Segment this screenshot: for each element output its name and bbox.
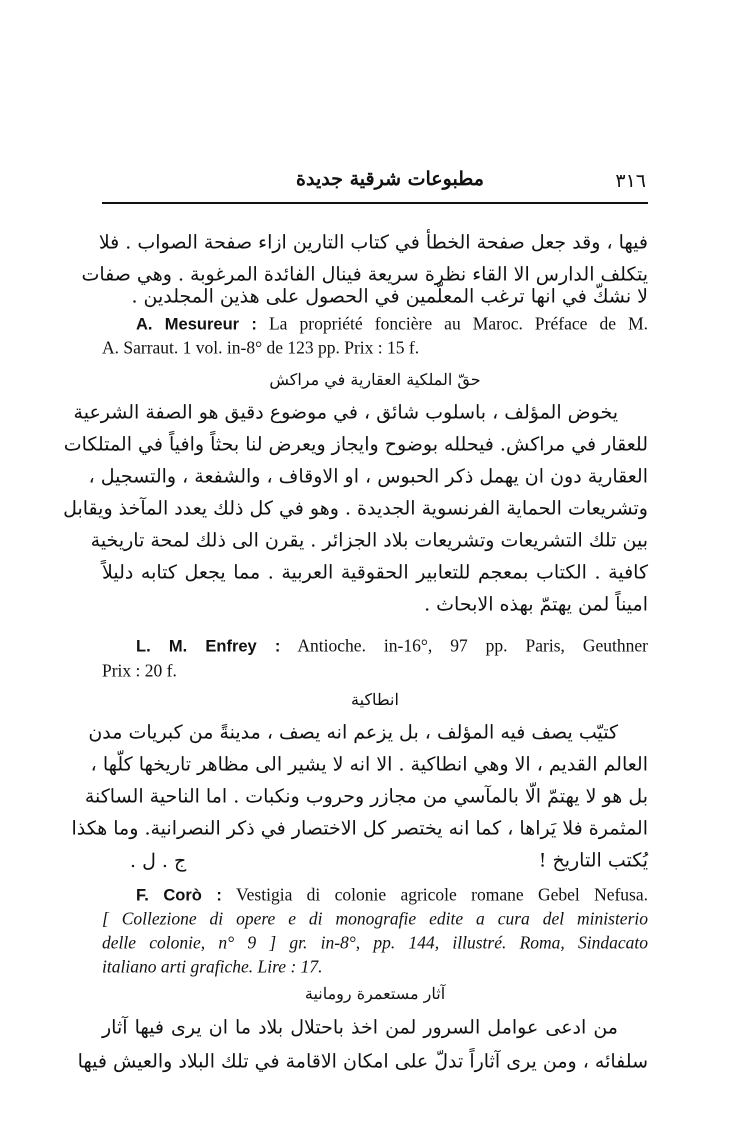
arabic-title: آثار مستعمرة رومانية (304, 984, 446, 1003)
citation-line: delle colonie, n° 9 ] gr. in-8°, pp. 144, illustré. Roma, Sindacato (102, 932, 648, 953)
text-line: يتكلف الدارس الا القاء نظرة سريعة فينال الفائدة المرغوبة . وهي صفات (81, 263, 648, 286)
text-line: يخوض المؤلف ، باسلوب شائق ، في موضوع دقيق هو الصفة الشرعية (73, 401, 618, 424)
citation-line: L. M. Enfrey : Antioche. in-16°, 97 pp. Paris, Geuthner (136, 635, 648, 656)
citation-author: F. Corò : (136, 886, 222, 905)
text-line: المثمرة فلا يَراها ، كما انه يختصر كل الاختصار في ذكر النصرانية. وما هكذا (71, 817, 648, 840)
text-line: العالم القديم ، الا وهي انطاكية . الا انه لا يشير الى مظاهر تاريخها كلّها ، (90, 753, 648, 776)
citation-line: [ Collezione di opere e di monografie edite a cura del ministerio (102, 908, 648, 929)
text-line: كتيّب يصف فيه المؤلف ، بل يزعم انه يصف ، مدينةً من كبريات مدن (88, 721, 618, 744)
text-line: للعقار في مراكش. فيحلله بوضوح وايجاز ويعرض لنا بحثاً وافياً في المتلكات (63, 433, 648, 456)
text-line: لا نشكّ في انها ترغب المعلّمين في الحصول على هذين المجلدين . (131, 285, 648, 308)
arabic-title: حقّ الملكية العقارية في مراكش (269, 370, 481, 389)
citation-line: italiano arti grafiche. Lire : 17. (102, 956, 323, 977)
text-line: العقارية دون ان يهمل ذكر الحبوس ، او الاوقاف ، والشفعة ، والتسجيل ، (88, 465, 648, 488)
page-number: ٣١٦ (615, 170, 646, 192)
text-line: بل هو لا يهتمّ الّا بالمآسي من مجازر وحروب ونكبات . اما الناحية الساكنة (84, 785, 648, 808)
text-line: سلفائه ، ومن يرى آثاراً تدلّ على امكان الاقامة في تلك البلاد والعيش فيها (77, 1050, 648, 1073)
text-line: بين تلك التشريعات وتشريعات بلاد الجزائر . يقرن الى ذلك لمحة تاريخية (90, 529, 648, 552)
signature: ج . ل . (130, 850, 187, 872)
header-rule (102, 202, 648, 204)
citation-line: F. Corò : Vestigia di colonie agricole romane Gebel Nefusa. (136, 884, 649, 905)
arabic-title: انطاكية (351, 690, 399, 709)
citation-author: L. M. Enfrey : (136, 637, 281, 656)
text-line: وتشريعات الحماية الفرنسوية الجديدة . وهو في كل ذلك يعدد المآخذ ويقابل (63, 497, 648, 520)
text-line: فيها ، وقد جعل صفحة الخطأ في كتاب التارين ازاء صفحة الصواب . فلا (98, 231, 648, 254)
text-line: من ادعى عوامل السرور لمن اخذ باحتلال بلاد ما ان يرى فيها آثار (102, 1016, 618, 1039)
citation-line: A. Mesureur : La propriété foncière au Maroc. Préface de M. (136, 313, 649, 334)
text-line: يُكتب التاريخ ! (538, 849, 648, 872)
citation-line: A. Sarraut. 1 vol. in-8° de 123 pp. Prix : 15 f. (102, 337, 420, 358)
running-title: مطبوعات شرقية جديدة (296, 168, 484, 190)
citation-line: Prix : 20 f. (102, 660, 177, 681)
text-line: كافية . الكتاب بمعجم للتعابير الحقوقية العربية . مما يجعل كتابه دليلاً (102, 561, 648, 584)
text-line: اميناً لمن يهتمّ بهذه الابحاث . (424, 593, 648, 616)
citation-author: A. Mesureur : (136, 315, 257, 334)
